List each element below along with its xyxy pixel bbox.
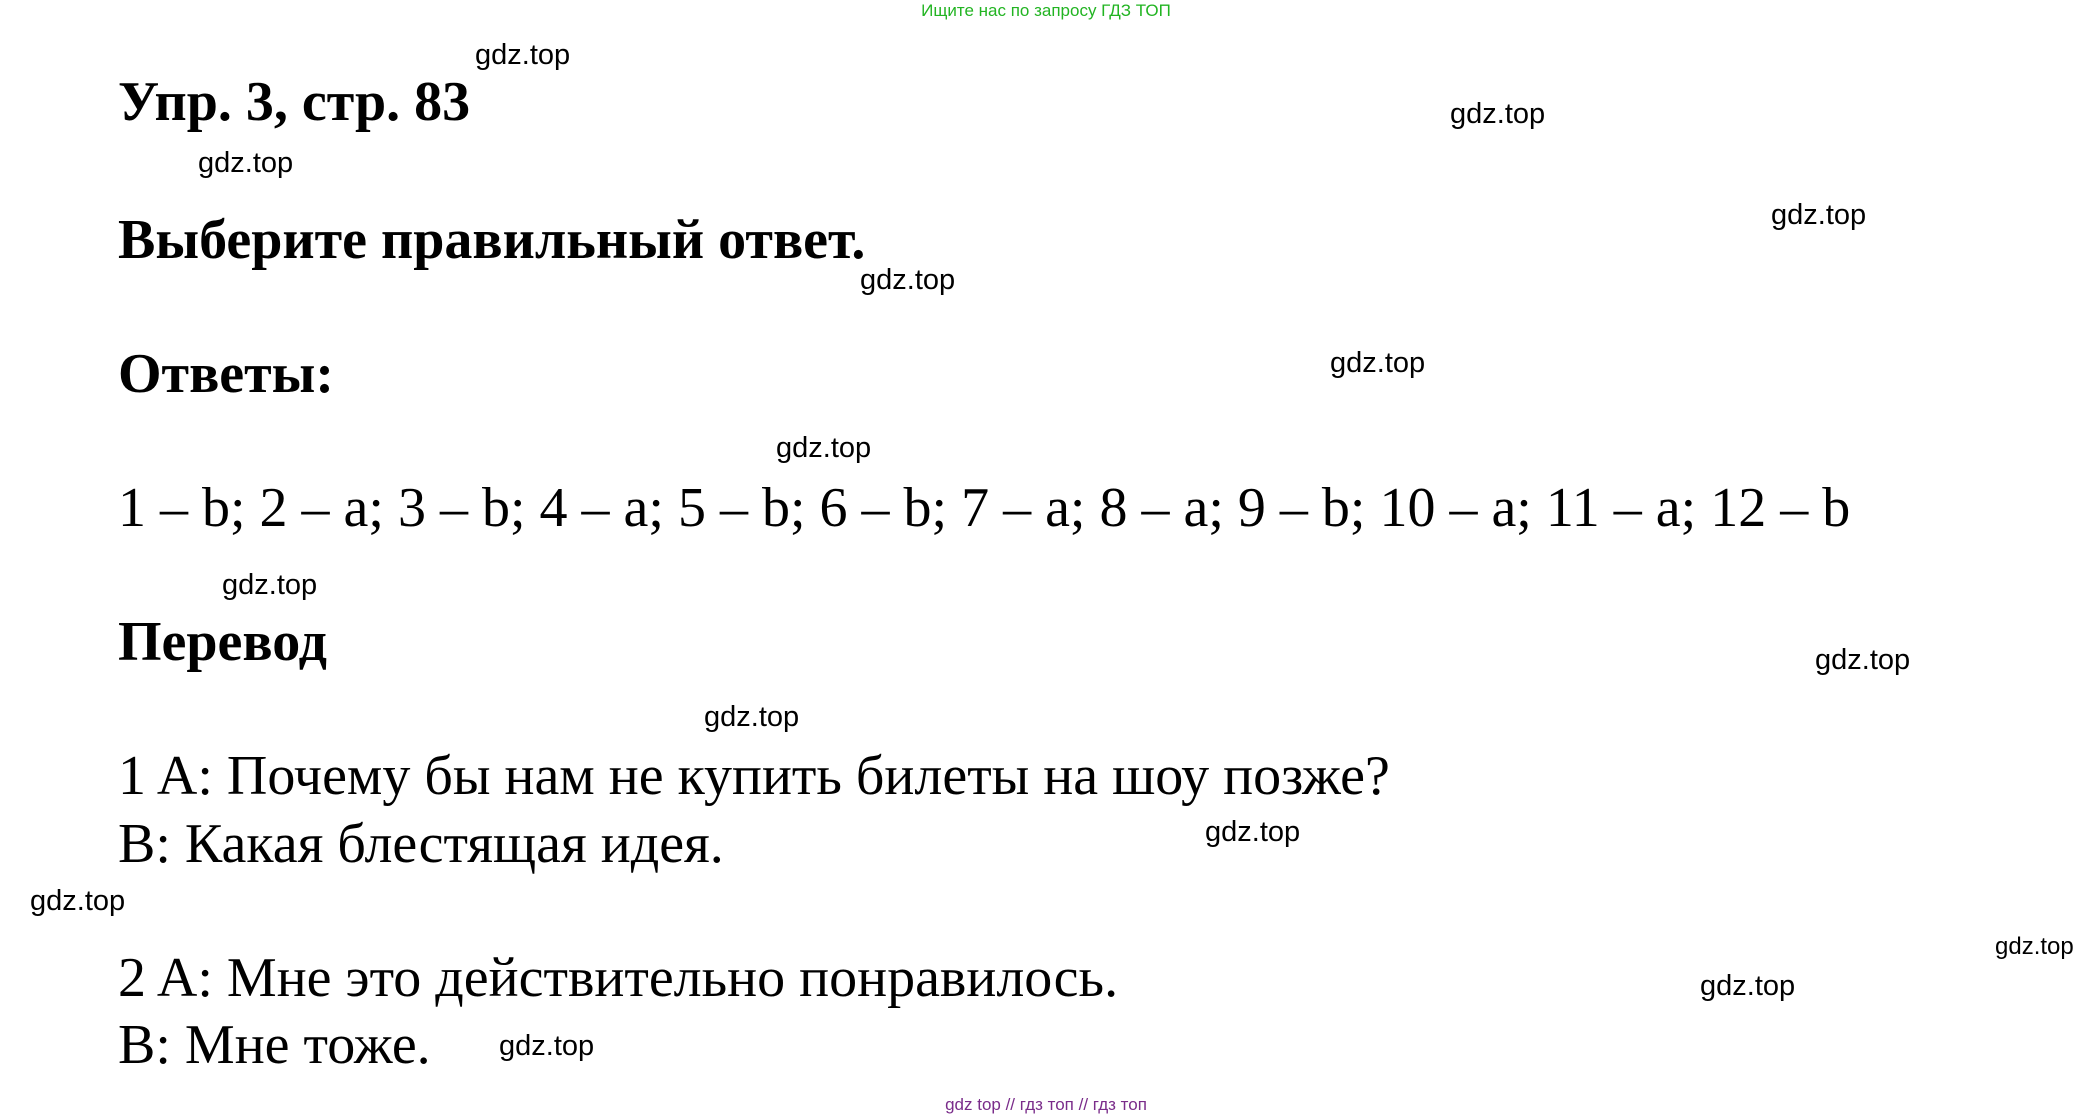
exercise-title: Упр. 3, стр. 83 [118, 71, 471, 133]
watermark: gdz.top [499, 1030, 595, 1062]
watermark: gdz.top [475, 39, 571, 71]
dialog-2-line-b: B: Мне тоже. [118, 1014, 431, 1076]
translation-heading: Перевод [118, 611, 327, 673]
watermark: gdz.top [198, 147, 294, 179]
watermark: gdz.top [222, 569, 318, 601]
dialog-1-line-a: 1 A: Почему бы нам не купить билеты на шоу позже? [118, 745, 1390, 807]
watermark: gdz.top [704, 701, 800, 733]
search-banner: Ищите нас по запросу ГДЗ ТОП [921, 1, 1171, 20]
watermark: gdz.top [1771, 199, 1867, 231]
watermark: gdz.top [1330, 347, 1426, 379]
watermark: gdz.top [1205, 816, 1301, 848]
watermark: gdz.top [776, 432, 872, 464]
watermark: gdz.top [1815, 644, 1911, 676]
watermark: gdz.top [1995, 933, 2074, 960]
watermark: gdz.top [30, 885, 126, 917]
dialog-1-line-b: B: Какая блестящая идея. [118, 813, 724, 875]
answers-heading: Ответы: [118, 343, 335, 405]
task-instruction: Выберите правильный ответ. [118, 209, 866, 271]
watermark: gdz.top [1700, 970, 1796, 1002]
dialog-2-line-a: 2 A: Мне это действительно понравилось. [118, 947, 1119, 1009]
watermark: gdz.top [1450, 98, 1546, 130]
answers-line: 1 – b; 2 – a; 3 – b; 4 – a; 5 – b; 6 – b; 7 – a; 8 – a; 9 – b; 10 – a; 11 – a; 12 – b [118, 477, 1851, 539]
watermark: gdz.top [860, 264, 956, 296]
footer-credits: gdz top // гдз топ // гдз топ [945, 1095, 1147, 1114]
